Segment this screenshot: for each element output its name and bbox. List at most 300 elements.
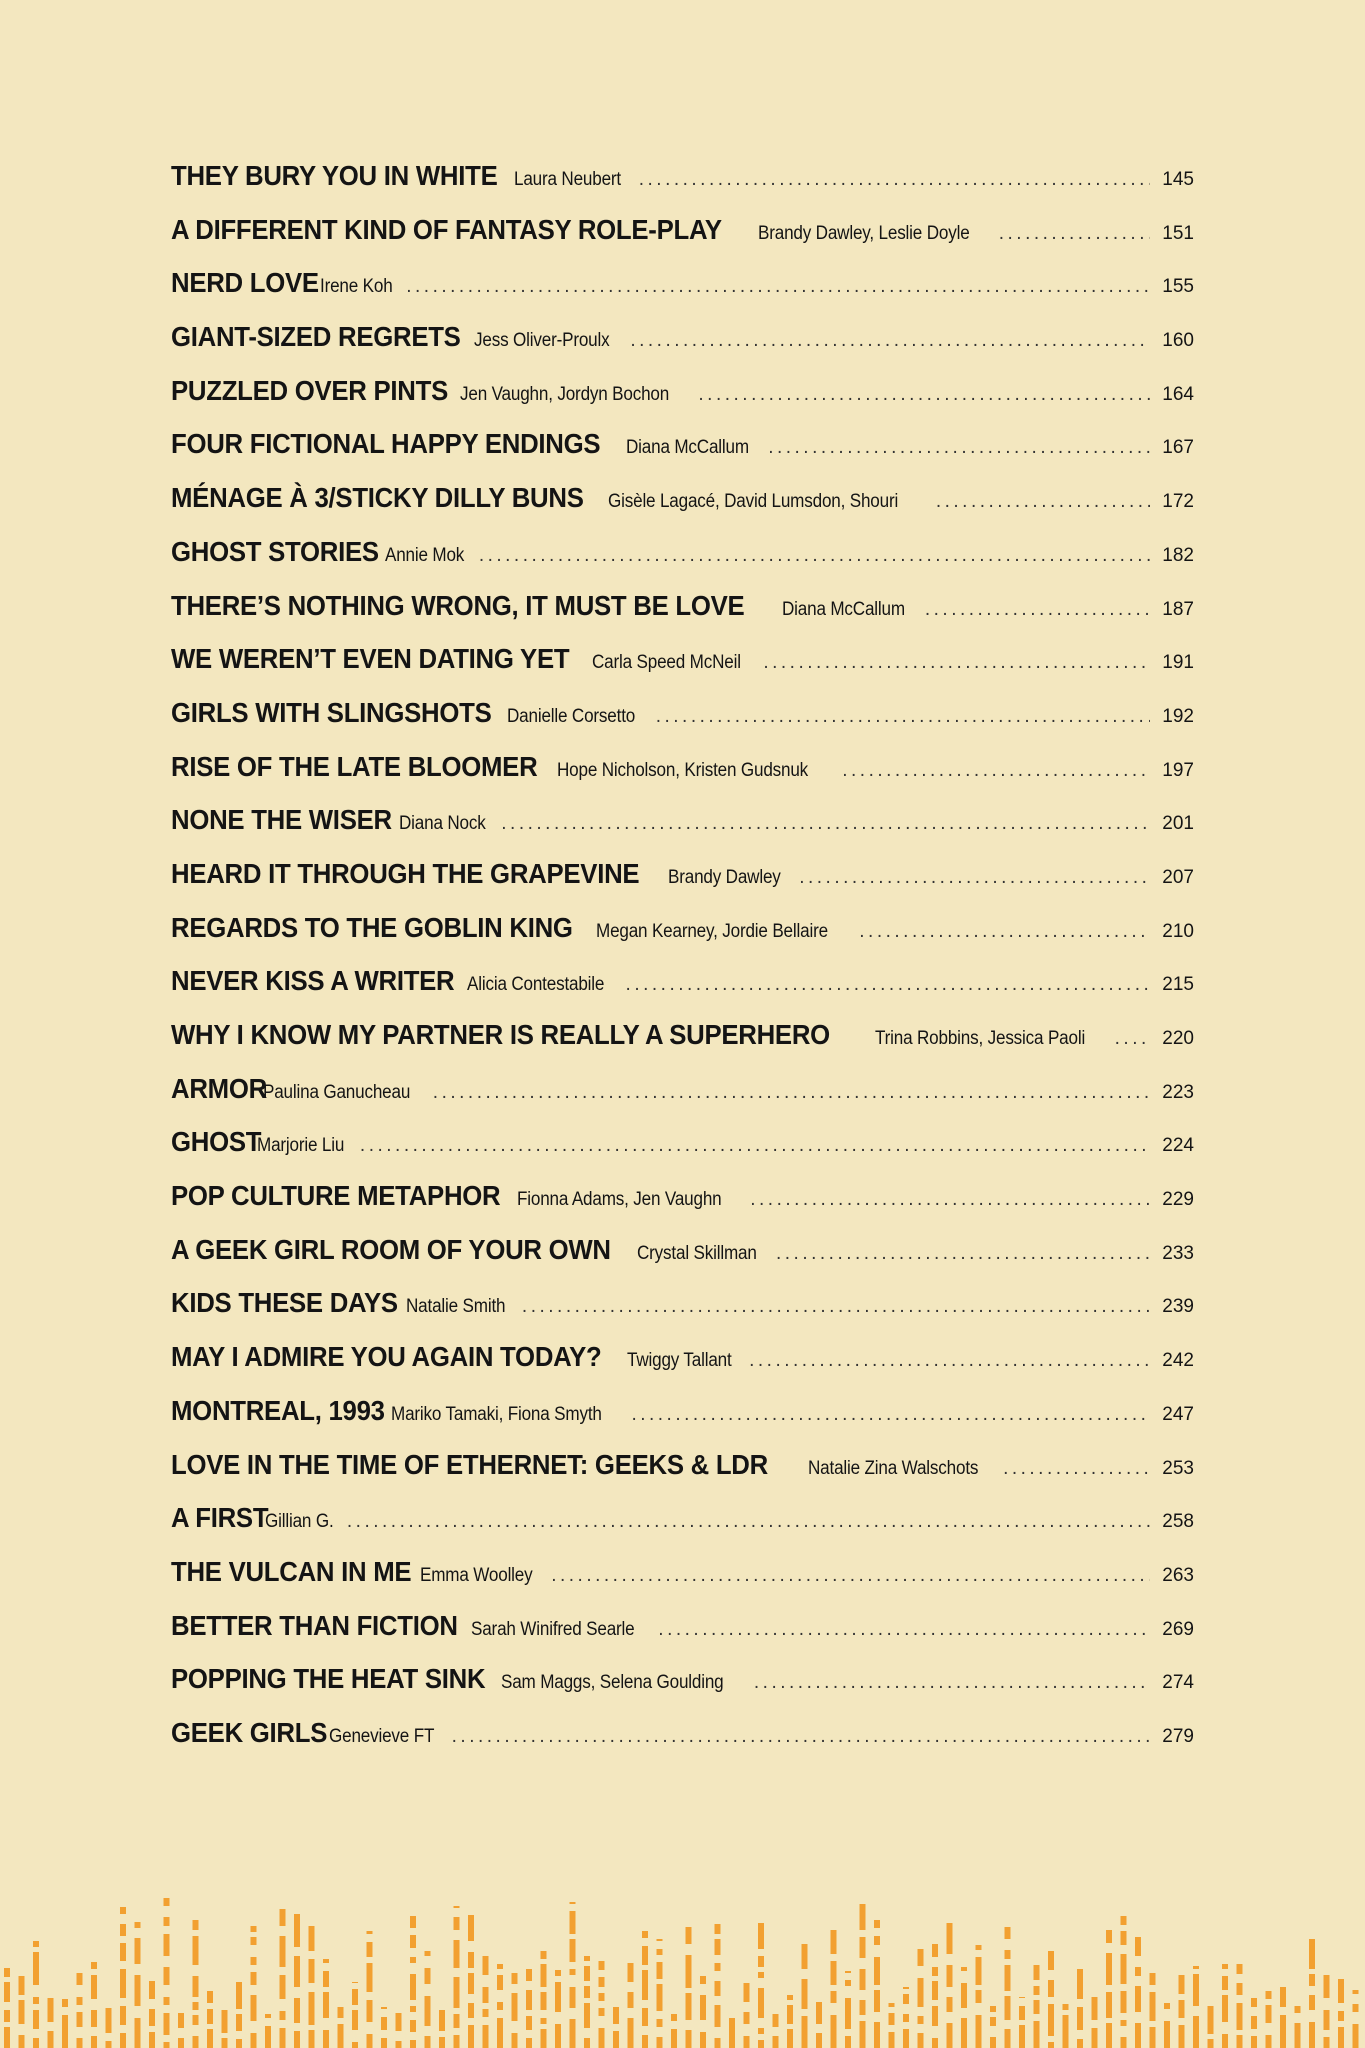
decorative-bar-segment [990, 2037, 996, 2048]
decorative-bar-segment [280, 1936, 286, 1967]
decorative-bar-segment [193, 1976, 199, 1997]
dot-leader [639, 169, 1150, 191]
entry-author: Jess Oliver-Proulx [473, 330, 610, 352]
entry-author: Emma Woolley [420, 1564, 533, 1586]
toc-entry[interactable] [171, 1449, 1194, 1503]
decorative-bar-segment [193, 1936, 199, 1965]
toc-entry[interactable] [171, 214, 1194, 268]
decorative-bar-segment [33, 2038, 39, 2048]
decorative-bar-segment [584, 1986, 590, 1998]
decorative-bar-segment [541, 1951, 547, 1959]
decorative-bar-segment [903, 2014, 909, 2022]
decorative-bar-segment [106, 2041, 112, 2048]
entry-page-number: 191 [1162, 652, 1194, 674]
dot-leader [749, 1350, 1150, 1372]
entry-title: GHOST [171, 1126, 262, 1158]
decorative-bar-segment [932, 1967, 938, 1976]
decorative-bar-segment [512, 2033, 518, 2048]
toc-entry[interactable] [171, 1073, 1194, 1127]
decorative-bar-segment [352, 2042, 358, 2048]
decorative-bar-segment [1338, 2027, 1344, 2048]
decorative-bar-segment [758, 1988, 764, 2018]
decorative-bar-segment [555, 1970, 561, 1976]
decorative-bar-segment [120, 1969, 126, 1998]
decorative-bar-segment [628, 1963, 634, 1982]
decorative-bar-segment [4, 1968, 10, 1977]
decorative-bar-segment [889, 2003, 895, 2007]
decorative-bar-pattern [0, 1898, 1365, 2048]
entry-title: PUZZLED OVER PINTS [171, 374, 448, 406]
entry-author: Brandy Dawley, Leslie Doyle [757, 222, 970, 244]
dot-leader [936, 491, 1150, 513]
decorative-bar-segment [802, 1979, 808, 2009]
decorative-bar-segment [381, 2017, 387, 2030]
entry-author: Annie Mok [384, 544, 465, 566]
decorative-bar-segment [352, 1989, 358, 2005]
decorative-bar-segment [715, 1981, 721, 1996]
decorative-bar-segment [860, 1969, 866, 1990]
decorative-bar-segment [1106, 1930, 1112, 1943]
decorative-bar-segment [1295, 2023, 1301, 2048]
entry-page-number: 172 [1162, 491, 1194, 513]
toc-entry[interactable] [171, 1663, 1194, 1717]
decorative-bar-segment [874, 1990, 880, 2012]
decorative-bar-segment [1179, 2000, 1185, 2018]
decorative-bar-segment [1121, 1954, 1127, 1984]
decorative-bar-segment [251, 1937, 257, 1945]
decorative-bar-segment [526, 2016, 532, 2030]
decorative-bar-segment [425, 2036, 431, 2048]
decorative-bar-segment [570, 1987, 576, 2008]
toc-entry[interactable] [171, 804, 1194, 858]
entry-page-number: 164 [1162, 383, 1194, 405]
decorative-bar-segment [294, 1998, 300, 2023]
decorative-bar-segment [1019, 1997, 1025, 1998]
entry-page-number: 160 [1162, 330, 1194, 352]
decorative-bar-segment [932, 1981, 938, 2000]
entry-title: THE VULCAN IN ME [171, 1555, 412, 1587]
decorative-bar-segment [62, 1999, 68, 2007]
toc-entry[interactable] [171, 1610, 1194, 1664]
decorative-bar-segment [149, 2032, 155, 2048]
decorative-bar-segment [903, 2029, 909, 2048]
decorative-bar-segment [251, 1995, 257, 2021]
decorative-bar-segment [1019, 2025, 1025, 2048]
decorative-bar-segment [193, 2002, 199, 2010]
entry-author: Genevieve FT [328, 1725, 434, 1747]
decorative-bar-segment [845, 1980, 851, 1986]
decorative-bar-segment [1048, 1951, 1054, 1970]
entry-author: Gisèle Lagacé, David Lumsdon, Shouri [607, 491, 898, 513]
toc-entry[interactable] [171, 1502, 1194, 1556]
entry-author: Mariko Tamaki, Fiona Smyth [391, 1403, 603, 1425]
decorative-bar-segment [1295, 2006, 1301, 2013]
toc-entry[interactable] [171, 428, 1194, 482]
decorative-bar-segment [1135, 2023, 1141, 2048]
decorative-bar-segment [497, 1964, 503, 1969]
entry-author: Diana Nock [399, 813, 486, 835]
entry-title: KIDS THESE DAYS [171, 1287, 398, 1319]
decorative-bar-segment [4, 2027, 10, 2048]
decorative-bar-segment [1266, 1991, 1272, 1999]
dot-leader [551, 1565, 1150, 1587]
decorative-bar-segment [439, 2037, 445, 2048]
decorative-bar-segment [758, 2040, 764, 2048]
toc-entry[interactable] [171, 1341, 1194, 1395]
decorative-bar-segment [1121, 2020, 1127, 2026]
entry-title: POPPING THE HEAT SINK [171, 1663, 486, 1695]
decorative-bar-segment [642, 2008, 648, 2026]
decorative-bar-segment [120, 1943, 126, 1961]
toc-entry[interactable] [171, 1717, 1194, 1771]
decorative-bar-segment [164, 1934, 170, 1956]
decorative-bar-segment [164, 2013, 170, 2035]
decorative-bar-segment [889, 2013, 895, 2025]
decorative-bar-segment [1237, 2003, 1243, 2030]
decorative-bar-segment [874, 1920, 880, 1928]
toc-entry[interactable] [171, 965, 1194, 1019]
entry-page-number: 258 [1162, 1511, 1194, 1533]
decorative-bar-segment [642, 1946, 648, 1965]
decorative-bar-segment [657, 1949, 663, 1955]
decorative-bar-segment [874, 1936, 880, 1945]
dot-leader [925, 599, 1150, 621]
decorative-bar-segment [1034, 2000, 1040, 2014]
decorative-bar-segment [599, 2008, 605, 2016]
decorative-bar-segment [33, 2010, 39, 2029]
entry-author: Brandy Dawley [668, 866, 781, 888]
decorative-bar-segment [338, 2007, 344, 2018]
entry-author: Irene Koh [319, 276, 393, 298]
decorative-bar-segment [91, 1975, 97, 1999]
entry-page-number: 253 [1162, 1457, 1194, 1479]
decorative-bar-segment [831, 1961, 837, 1985]
entry-author: Natalie Smith [405, 1296, 505, 1318]
decorative-bar-segment [454, 2014, 460, 2028]
entry-author: Hope Nicholson, Kristen Gudsnuk [557, 759, 809, 781]
toc-entry[interactable] [171, 1019, 1194, 1073]
decorative-bar-segment [193, 2015, 199, 2025]
decorative-bar-segment [976, 1990, 982, 2003]
decorative-bar-segment [1135, 1967, 1141, 1976]
decorative-bar-segment [860, 2021, 866, 2048]
entry-title: GIANT-SIZED REGRETS [171, 321, 461, 353]
decorative-bar-segment [584, 2003, 590, 2028]
decorative-bar-segment [686, 2030, 692, 2048]
entry-title: NERD LOVE [171, 267, 319, 299]
decorative-bar-segment [1164, 2021, 1170, 2048]
decorative-bar-segment [1309, 1995, 1315, 2010]
decorative-bar-segment [947, 1923, 953, 1954]
decorative-bar-segment [700, 1976, 706, 1984]
toc-entry[interactable] [171, 1234, 1194, 1288]
entry-title: HEARD IT THROUGH THE GRAPEVINE [171, 857, 640, 889]
decorative-bar-segment [323, 1959, 329, 1963]
entry-author: Sarah Winifred Searle [470, 1618, 635, 1640]
dot-leader [763, 652, 1150, 674]
decorative-bar-segment [1034, 1965, 1040, 1980]
toc-entry[interactable] [171, 1180, 1194, 1234]
dot-leader [360, 1135, 1150, 1157]
decorative-bar-segment [1208, 2039, 1214, 2048]
decorative-bar-segment [497, 2002, 503, 2010]
decorative-bar-segment [1208, 2006, 1214, 2034]
decorative-bar-segment [381, 2007, 387, 2009]
decorative-bar-segment [1121, 1916, 1127, 1925]
dot-leader [501, 813, 1150, 835]
decorative-bar-segment [309, 1992, 315, 2025]
decorative-bar-segment [831, 1991, 837, 2003]
entry-title: FOUR FICTIONAL HAPPY ENDINGS [171, 428, 601, 460]
dot-leader [433, 1082, 1150, 1104]
dot-leader [658, 1619, 1150, 1641]
decorative-bar-segment [990, 2006, 996, 2012]
decorative-bar-segment [251, 1972, 257, 1985]
entry-page-number: 263 [1162, 1564, 1194, 1586]
decorative-bar-segment [62, 2015, 68, 2048]
decorative-bar-segment [236, 2039, 242, 2048]
decorative-bar-segment [1135, 1937, 1141, 1956]
toc-entry[interactable] [171, 267, 1194, 321]
toc-entry[interactable] [171, 1556, 1194, 1610]
decorative-bar-segment [135, 2018, 141, 2048]
decorative-bar-segment [599, 1961, 605, 1970]
toc-entry[interactable] [171, 1126, 1194, 1180]
decorative-bar-segment [1179, 1975, 1185, 1994]
entry-title: A DIFFERENT KIND OF FANTASY ROLE-PLAY [171, 213, 722, 245]
decorative-bar-segment [787, 2029, 793, 2048]
decorative-bar-segment [19, 1976, 25, 1995]
decorative-bar-segment [642, 2035, 648, 2048]
decorative-bar-segment [207, 2029, 213, 2048]
entry-author: Gillian G. [264, 1511, 334, 1533]
decorative-bar-segment [454, 1906, 460, 1908]
decorative-bar-segment [1309, 1974, 1315, 1986]
decorative-bar-segment [1092, 1997, 1098, 2020]
decorative-bar-segment [715, 1963, 721, 1971]
decorative-bar-segment [1179, 2025, 1185, 2048]
decorative-bar-segment [1222, 1995, 1228, 2022]
entry-author: Fionna Adams, Jen Vaughn [517, 1189, 722, 1211]
decorative-bar-segment [468, 1915, 474, 1941]
decorative-bar-segment [1005, 1965, 1011, 1991]
decorative-bar-segment [613, 2007, 619, 2024]
decorative-bar-segment [1353, 1990, 1359, 1994]
toc-entry[interactable] [171, 1395, 1194, 1449]
decorative-bar-segment [947, 2023, 953, 2048]
decorative-bar-segment [1092, 2028, 1098, 2048]
decorative-bar-segment [613, 2031, 619, 2048]
decorative-bar-segment [1164, 2003, 1170, 2009]
dot-leader [750, 1189, 1150, 1211]
entry-title: WE WEREN’T EVEN DATING YET [171, 643, 570, 675]
decorative-bar-segment [294, 1956, 300, 1987]
dot-leader [452, 1726, 1150, 1748]
decorative-bar-segment [19, 2035, 25, 2048]
dot-leader [859, 921, 1150, 943]
decorative-bar-segment [976, 1957, 982, 1985]
entry-title: ARMOR [171, 1072, 267, 1104]
decorative-bar-segment [874, 1957, 880, 1985]
decorative-bar-segment [700, 1995, 706, 2020]
entry-title: REGARDS TO THE GOBLIN KING [171, 911, 573, 943]
decorative-bar-segment [570, 1939, 576, 1962]
decorative-bar-segment [976, 1945, 982, 1950]
decorative-bar-segment [164, 1917, 170, 1926]
decorative-bar-segment [686, 1993, 692, 2020]
decorative-bar-segment [947, 1965, 953, 1987]
decorative-bar-segment [715, 1939, 721, 1955]
entry-title: WHY I KNOW MY PARTNER IS REALLY A SUPERHERO [171, 1019, 830, 1050]
decorative-bar-segment [1251, 1998, 1257, 2007]
entry-title: NONE THE WISER [171, 804, 392, 836]
decorative-bar-segment [1251, 2016, 1257, 2029]
decorative-bar-segment [816, 2033, 822, 2048]
table-of-contents [171, 160, 1194, 1771]
toc-entry[interactable] [171, 751, 1194, 805]
decorative-bar-segment [512, 1973, 518, 1984]
decorative-bar-segment [671, 2029, 677, 2048]
entry-author: Crystal Skillman [637, 1242, 757, 1264]
decorative-bar-segment [715, 2038, 721, 2048]
decorative-bar-segment [468, 1973, 474, 1994]
decorative-bar-segment [4, 1982, 10, 2002]
decorative-bar-segment [483, 2025, 489, 2048]
decorative-bar-segment [367, 1931, 373, 1934]
decorative-bar-segment [1005, 1950, 1011, 1959]
decorative-bar-segment [1005, 2029, 1011, 2048]
decorative-bar-segment [33, 1952, 39, 1985]
decorative-bar-segment [1034, 1986, 1040, 1995]
decorative-bar-segment [1338, 1979, 1344, 2003]
toc-entry[interactable] [171, 375, 1194, 429]
decorative-bar-segment [1019, 2006, 1025, 2020]
entry-author: Paulina Ganucheau [263, 1081, 411, 1103]
decorative-bar-segment [1324, 2010, 1330, 2030]
entry-author: Jen Vaughn, Jordyn Bochon [460, 383, 670, 405]
decorative-bar-segment [787, 1995, 793, 2000]
decorative-bar-segment [410, 1935, 416, 1948]
toc-entry[interactable] [171, 643, 1194, 697]
decorative-bar-segment [599, 1977, 605, 1987]
decorative-bar-segment [541, 1992, 547, 2010]
decorative-bar-segment [773, 2014, 779, 2027]
toc-entry[interactable] [171, 912, 1194, 966]
decorative-bar-segment [932, 1944, 938, 1957]
decorative-bar-segment [845, 1971, 851, 1973]
decorative-bar-segment [541, 2018, 547, 2024]
decorative-bar-segment [280, 2011, 286, 2020]
decorative-bar-segment [671, 2014, 677, 2021]
decorative-bar-segment [700, 2032, 706, 2048]
dot-leader [842, 760, 1150, 782]
decorative-bar-segment [1106, 1953, 1112, 1985]
entry-page-number: 274 [1162, 1672, 1194, 1694]
decorative-bar-segment [860, 1937, 866, 1958]
decorative-bar-segment [1048, 2004, 1054, 2036]
decorative-bar-segment [164, 2042, 170, 2048]
decorative-bar-segment [468, 2003, 474, 2018]
decorative-bar-segment [454, 1917, 460, 1930]
decorative-bar-segment [903, 1994, 909, 2004]
dot-leader [479, 545, 1150, 567]
toc-entry[interactable] [171, 590, 1194, 644]
decorative-bar-segment [294, 2031, 300, 2048]
entry-author: Alicia Contestabile [467, 974, 605, 996]
decorative-bar-segment [1309, 2022, 1315, 2048]
decorative-bar-segment [193, 1920, 199, 1930]
decorative-bar-segment [77, 2012, 83, 2027]
decorative-bar-segment [425, 1951, 431, 1956]
decorative-bar-segment [1135, 1986, 1141, 2012]
decorative-bar-segment [1106, 2023, 1112, 2048]
toc-entry[interactable] [171, 858, 1194, 912]
decorative-bar-segment [584, 1966, 590, 1981]
decorative-bar-segment [831, 2015, 837, 2048]
entry-title: MÉNAGE À 3/STICKY DILLY BUNS [171, 482, 584, 514]
decorative-bar-segment [352, 2010, 358, 2030]
entry-author: Laura Neubert [513, 169, 621, 190]
toc-entry[interactable] [171, 321, 1194, 375]
decorative-bar-segment [454, 2035, 460, 2048]
decorative-bar-segment [425, 1996, 431, 2026]
decorative-bar-segment [367, 2000, 373, 2022]
decorative-bar-segment [410, 2020, 416, 2032]
entry-title: LOVE IN THE TIME OF ETHERNET: GEEKS & LDR [171, 1448, 768, 1480]
decorative-bar-segment [4, 2010, 10, 2022]
toc-entry[interactable] [171, 697, 1194, 751]
decorative-bar-segment [294, 1914, 300, 1947]
decorative-bar-segment [251, 1926, 257, 1932]
decorative-bar-segment [1150, 1973, 1156, 1985]
entry-title: THEY BURY YOU IN WHITE [171, 160, 498, 191]
decorative-bar-segment [802, 2016, 808, 2048]
toc-entry[interactable] [171, 160, 1194, 214]
decorative-bar-segment [1063, 2015, 1069, 2048]
entry-author: Danielle Corsetto [507, 705, 636, 727]
dot-leader [656, 706, 1150, 728]
decorative-bar-segment [120, 1924, 126, 1936]
decorative-bar-segment [686, 1955, 692, 1988]
toc-entry[interactable] [171, 536, 1194, 590]
decorative-bar-segment [367, 2034, 373, 2048]
decorative-bar-segment [367, 1942, 373, 1957]
dot-leader [630, 330, 1150, 352]
decorative-bar-segment [1338, 2011, 1344, 2021]
dot-leader [1115, 1028, 1150, 1050]
decorative-bar-segment [570, 1969, 576, 1975]
entry-title: BETTER THAN FICTION [171, 1609, 458, 1641]
toc-entry[interactable] [171, 482, 1194, 536]
decorative-bar-segment [642, 1931, 648, 1938]
decorative-bar-segment [33, 1941, 39, 1947]
dot-leader [768, 437, 1150, 459]
entry-title: MAY I ADMIRE YOU AGAIN TODAY? [171, 1341, 602, 1373]
decorative-bar-segment [483, 2009, 489, 2017]
decorative-bar-segment [1280, 1987, 1286, 2007]
dot-leader [1003, 1458, 1150, 1480]
dot-leader [799, 867, 1150, 889]
toc-entry[interactable] [171, 1287, 1194, 1341]
decorative-bar-segment [918, 1949, 924, 1966]
decorative-bar-segment [497, 1975, 503, 1990]
entry-author: Megan Kearney, Jordie Bellaire [595, 920, 828, 942]
decorative-bar-segment [686, 1927, 692, 1944]
decorative-bar-segment [1121, 1991, 1127, 2013]
decorative-bar-segment [845, 1998, 851, 2029]
entry-page-number: 239 [1162, 1296, 1194, 1318]
entry-page-number: 224 [1162, 1135, 1194, 1157]
